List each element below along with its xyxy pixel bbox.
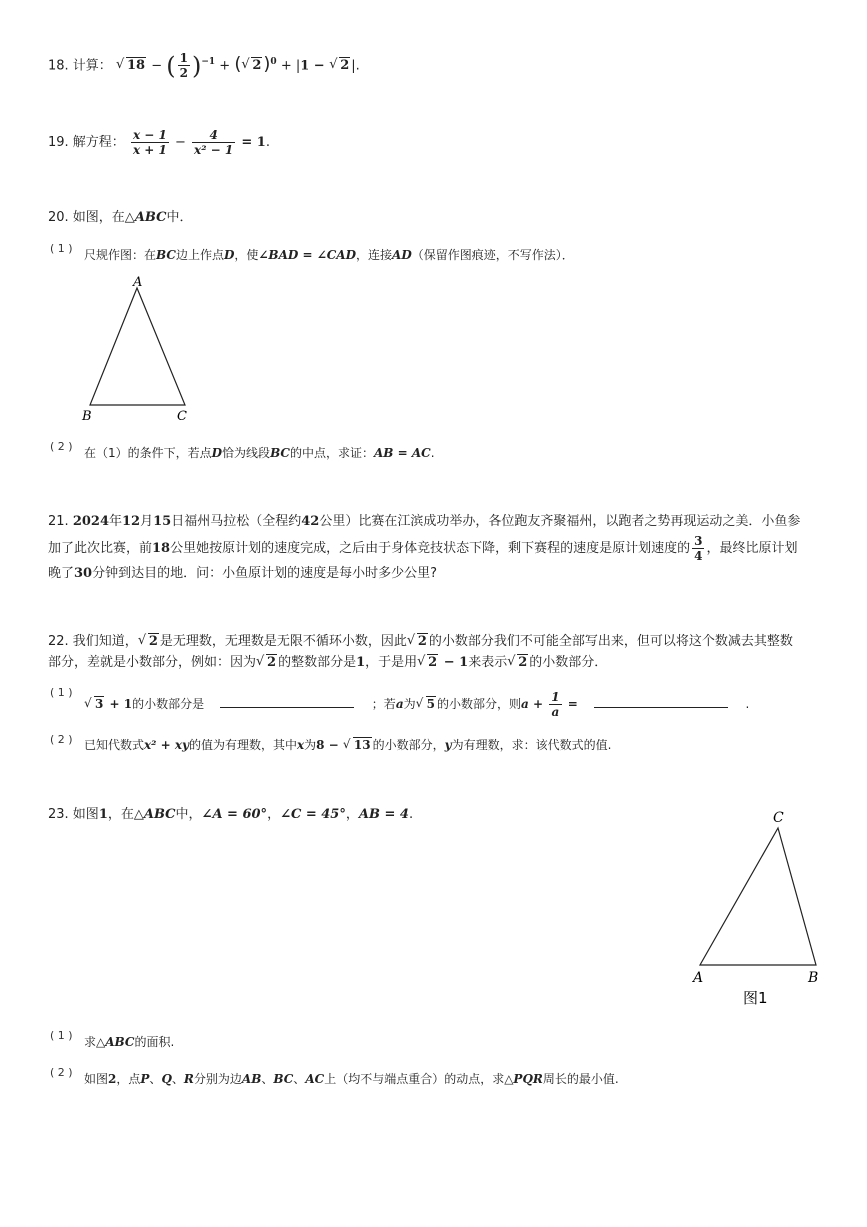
q20-sub1-text: 尺规作图：在BC边上作点D，使∠BAD = ∠CAD，连接AD（保留作图痕迹，不写作法）．: [84, 248, 574, 262]
q22-sub1-number: ( 1 ): [50, 686, 73, 699]
q23-sub2-text: 如图2，点P、Q、R分别为边AB、BC、AC上（均不与端点重合）的动点，求△PQR周长的最小值.: [84, 1072, 619, 1086]
q20-sub2-text: 在（1）的条件下，若点D恰为线段BC的中点，求证：AB = AC.: [84, 446, 435, 460]
q22-sub1-text: √ 3 + 1的小数部分是 ；若a为√ 5 的小数部分，则a + $\frac{1}{a}$ = .: [84, 688, 749, 720]
answer-blank-2[interactable]: [594, 707, 728, 708]
q20-triangle: [90, 288, 185, 405]
sqrt-2-a: √ 2: [242, 54, 262, 78]
q18-line: 18. 计算： √ 18 − ( $\frac{1}{2}$ )$^{-1}$ + (√ 2 )$^0$ + |1 − √ 2 |.: [48, 50, 360, 80]
q23-vertex-a: A: [693, 970, 704, 986]
exp-zero: 0: [270, 57, 277, 67]
answer-blank-1[interactable]: [220, 707, 354, 708]
q20-sub2-number: ( 2 ): [50, 440, 73, 453]
q18-label: 18. 计算：: [48, 58, 112, 74]
q19-frac1: $\frac{x - 1}{x + 1}$: [132, 128, 167, 157]
q21-line1: 21. 2024年12月15日福州马拉松（全程约42公里）比赛在江滨成功举办，各位跑友齐聚福州，以跑者之势再现运动之美．小鱼参: [48, 514, 801, 529]
q20-triangle-figure: [78, 274, 198, 424]
q23-triangle: [700, 828, 816, 965]
q20-vertex-a: A: [133, 275, 143, 290]
q22-line2: 部分，差就是小数部分，例如：因为√ 2 的整数部分是1，于是用√ 2 − 1来表示√ 2 的小数部分．: [48, 654, 607, 672]
q20-vertex-b: B: [82, 409, 92, 424]
q23-figure-caption: 图1: [743, 989, 768, 1007]
q20-vertex-c: C: [177, 409, 187, 424]
q20-line: 20. 如图，在△ABC中．: [48, 210, 193, 225]
q23-line: 23. 如图1，在△ABC中，∠A = 60°，∠C = 45°，AB = 4.: [48, 807, 414, 822]
q19-line: 19. 解方程： $\frac{x - 1}{x + 1}$ − $\frac{4}{\text{x² − 1}}$ = 1.: [48, 128, 270, 157]
q21-frac: $\frac{3}{4}$: [694, 534, 703, 563]
sqrt-2-b: √ 2: [330, 54, 350, 78]
exp-neg1: −1: [201, 57, 216, 67]
q23-sub1-text: 求△ABC的面积.: [84, 1035, 175, 1049]
q19-frac2: $\frac{4}{\text{x² − 1}}$: [194, 128, 234, 157]
q22-frac: $\frac{1}{a}$: [551, 690, 560, 719]
q19-label: 19. 解方程：: [48, 135, 125, 150]
frac-half: $\frac{1}{2}$: [179, 51, 188, 81]
q21-line2: 加了此次比赛，前18公里她按原计划的速度完成，之后由于身体竞技状态下降，剩下赛程的速度是原计划速度的 $\frac{3}{4}$ ，最终比原计划: [48, 534, 798, 563]
q22-sub2-number: ( 2 ): [50, 733, 73, 746]
sqrt-18: √ 18: [117, 54, 146, 78]
q23-sub1-number: ( 1 ): [50, 1029, 73, 1042]
q23-sub2-number: ( 2 ): [50, 1066, 73, 1079]
q21-line3: 晚了30分钟到达目的地．问：小鱼原计划的速度是每小时多少公里?: [48, 566, 438, 581]
q22-sub2-text: 已知代数式x² + xy的值为有理数，其中x为8 − √ 13 的小数部分，y为有理数，求：该代数式的值.: [84, 736, 611, 754]
q23-vertex-b: B: [808, 970, 819, 986]
q23-vertex-c: C: [773, 810, 784, 826]
q20-sub1-number: ( 1 ): [50, 242, 73, 255]
q23-triangle-figure: [688, 804, 828, 1014]
q22-line1: 22. 我们知道，√ 2 是无理数，无理数是无限不循环小数，因此√ 2 的小数部分我们不可能全部写出来，但可以将这个数减去其整数: [48, 633, 793, 651]
